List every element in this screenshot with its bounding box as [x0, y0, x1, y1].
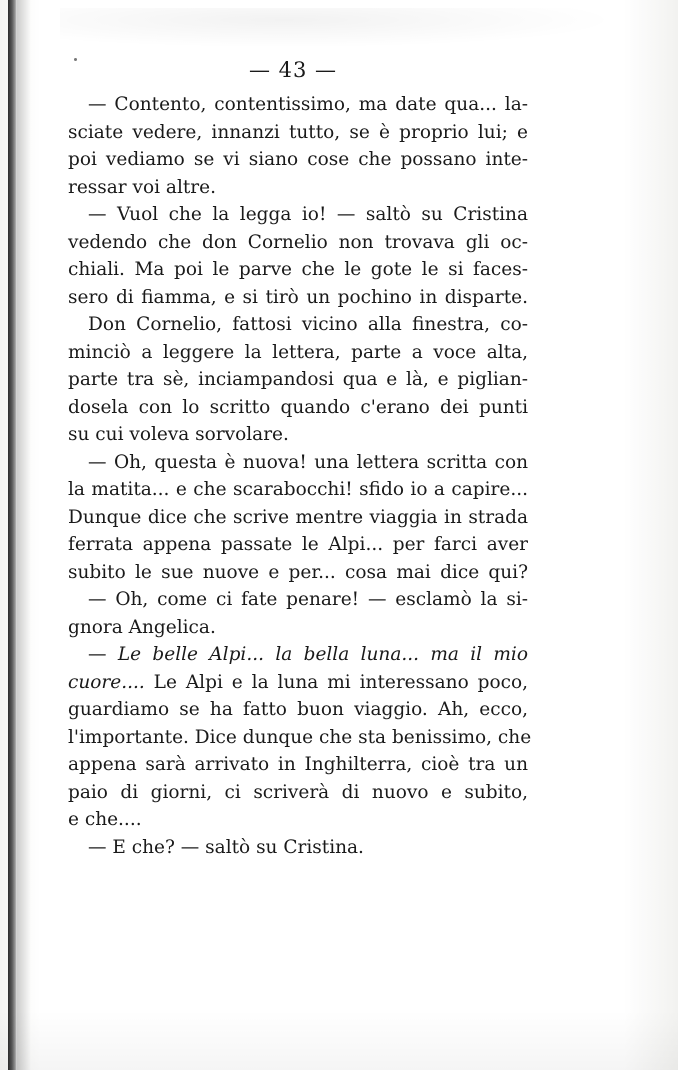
- text-line: sciate vedere, innanzi tutto, se è proprio lui; e: [68, 121, 528, 143]
- text-line: su cui voleva sorvolare.: [68, 424, 289, 445]
- text-line: vedendo che don Cornelio non trovava gli oc-: [68, 231, 528, 253]
- text-line: — Vuol che la legga io! — saltò su Cristina: [88, 204, 528, 225]
- text-line: gnora Angelica.: [68, 616, 216, 638]
- paper-smudge: [60, 8, 620, 48]
- text-line: ressar voi altre.: [68, 176, 216, 198]
- text-line: — Le belle Alpi... la bella luna... ma il mio: [88, 644, 528, 665]
- text-line: cuore.... Le Alpi e la luna mi interessano poco,: [68, 671, 528, 693]
- text-line: — Oh, questa è nuova! una lettera scritta con: [88, 451, 528, 473]
- text-line: guardiamo se ha fatto buon viaggio. Ah, ecco,: [68, 699, 528, 720]
- text-line: chiali. Ma poi le parve che le gote le si faces-: [68, 259, 528, 280]
- text-line: poi vediamo se vi siano cose che possano inte-: [68, 149, 528, 170]
- text-line: l'importante. Dice dunque che sta benissimo, che: [68, 726, 532, 748]
- text-line: minciò a leggere la lettera, parte a voce alta,: [68, 341, 528, 363]
- text-line: — E che? — saltò su Cristina.: [88, 836, 364, 858]
- text-line: parte tra sè, inciampandosi qua e là, e piglian-: [68, 369, 528, 390]
- text-line: dosela con lo scritto quando c'erano dei punti: [68, 396, 528, 418]
- spine-shadow: [17, 0, 31, 1070]
- body-text: [68, 91, 532, 861]
- text-line: e che....: [68, 809, 142, 830]
- text-line: — Contento, contentissimo, ma date qua... la-: [88, 94, 528, 115]
- text-line: ferrata appena passate le Alpi... per farci aver: [68, 534, 528, 555]
- book-spine: [8, 0, 17, 1070]
- page-number: — 43 —: [248, 58, 338, 82]
- text-line: paio di giorni, ci scriverà di nuovo e subito,: [68, 781, 528, 803]
- text-line: Dunque dice che scrive mentre viaggia in strada: [68, 506, 528, 528]
- text-line: subito le sue nuove e per... cosa mai dice qui?: [68, 561, 528, 583]
- text-line: sero di fiamma, e si tirò un pochino in disparte.: [68, 286, 528, 308]
- text-line: Don Cornelio, fattosi vicino alla finestra, co-: [88, 314, 528, 335]
- text-line: la matita... e che scarabocchi! sfido io a capire...: [68, 479, 528, 500]
- text-line: — Oh, come ci fate penare! — esclamò la si-: [88, 589, 528, 610]
- paper-stain: [0, 1010, 678, 1070]
- text-line: appena sarà arrivato in Inghilterra, cioè tra un: [68, 754, 528, 775]
